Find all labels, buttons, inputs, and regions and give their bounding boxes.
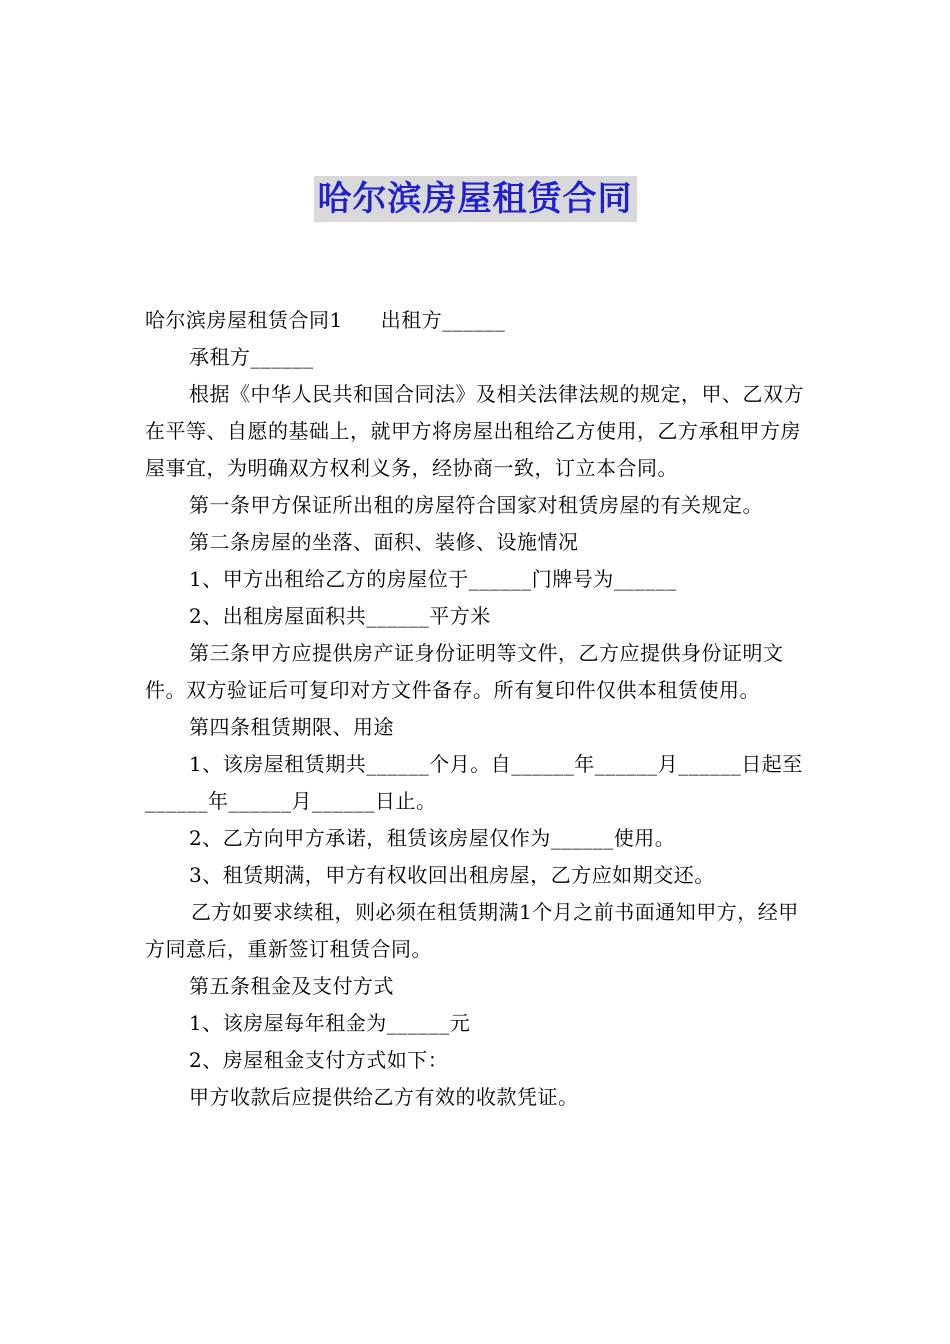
contract-heading: 哈尔滨房屋租赁合同1 [145,308,343,332]
title-wrapper [0,176,950,222]
paragraph: 1、该房屋每年租金为______元 [189,1011,471,1035]
paragraph: 1、该房屋租赁期共______个月。自______年______月______日起至______年______月______日止。 [145,752,803,813]
paragraph: 第五条租金及支付方式 [189,974,394,998]
paragraph: 根据《中华人民共和国合同法》及相关法律法规的规定，甲、乙双方在平等、自愿的基础上，就甲方将房屋出租给乙方使用，乙方承租甲方房屋事宜，为明确双方权利义务，经协商一致，订立本合同。 [145,382,804,480]
document-body [145,302,807,1116]
paragraph: 第三条甲方应提供房产证身份证明等文件，乙方应提供身份证明文件。双方验证后可复印对方文件备存。所有复印件仅供本租赁使用。 [145,641,784,702]
paragraph: 乙方如要求续租，则必须在租赁期满1个月之前书面通知甲方，经甲方同意后，重新签订租赁合同。 [145,900,799,961]
paragraph: 2、房屋租金支付方式如下： [189,1048,449,1072]
paragraph: 2、乙方向甲方承诺，租赁该房屋仅作为______使用。 [189,826,676,850]
paragraph: 1、甲方出租给乙方的房屋位于______门牌号为______ [189,567,677,591]
paragraph: 第四条租赁期限、用途 [189,715,394,739]
paragraph: 2、出租房屋面积共______平方米 [189,604,491,628]
paragraph-intro [145,302,807,339]
paragraph: 甲方收款后应提供给乙方有效的收款凭证。 [189,1085,579,1109]
paragraph: 第一条甲方保证所出租的房屋符合国家对租赁房屋的有关规定。 [189,493,763,517]
paragraph: 承租方______ [189,345,314,369]
lessor-field: 出租方______ [380,308,506,332]
paragraph: 3、租赁期满，甲方有权收回出租房屋，乙方应如期交还。 [189,863,715,887]
document-title: 哈尔滨房屋租赁合同 [314,176,637,222]
paragraph: 第二条房屋的坐落、面积、装修、设施情况 [189,530,579,554]
